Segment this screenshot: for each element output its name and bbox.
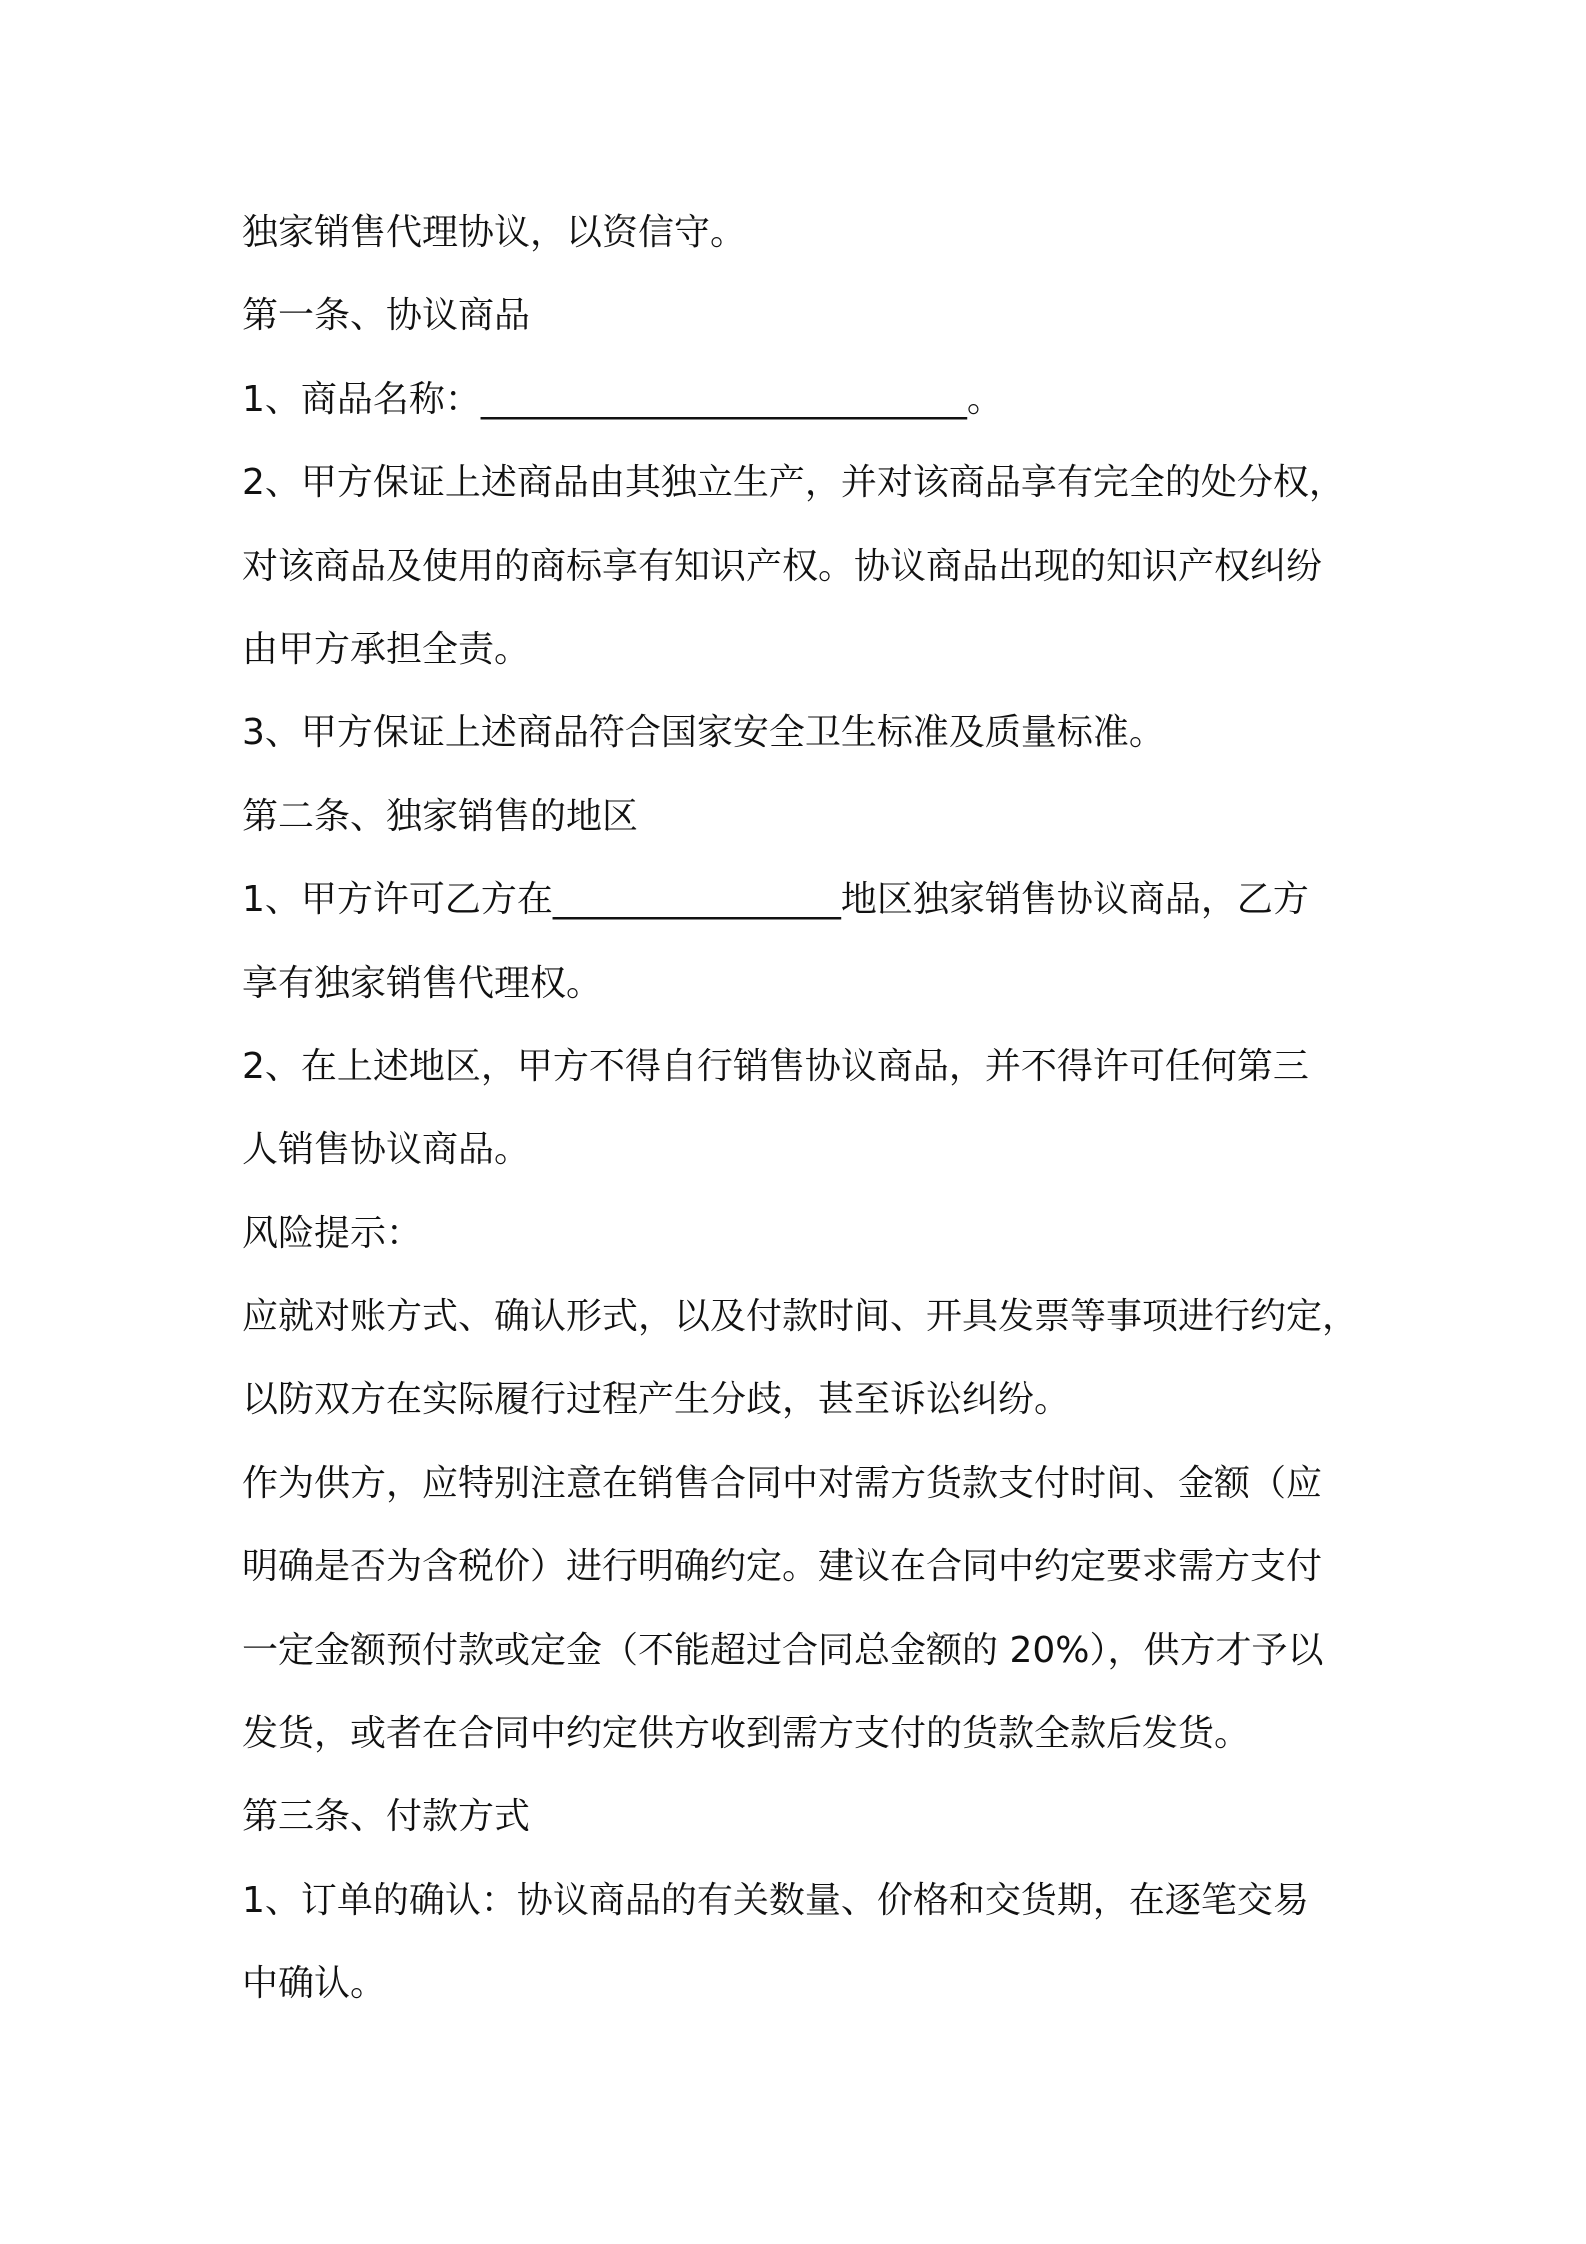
text-line: 作为供方，应特别注意在销售合同中对需方货款支付时间、金额（应 bbox=[242, 1462, 1323, 1504]
text-line: 发货，或者在合同中约定供方收到需方支付的货款全款后发货。 bbox=[242, 1713, 1251, 1755]
text-line: 中确认。 bbox=[242, 1963, 387, 2005]
section-heading: 第一条、协议商品 bbox=[242, 295, 531, 337]
text-line: 由甲方承担全责。 bbox=[242, 628, 531, 670]
text-line: 对该商品及使用的商标享有知识产权。协议商品出现的知识产权纠纷 bbox=[242, 545, 1323, 587]
text-line: 1、订单的确认：协议商品的有关数量、价格和交货期，在逐笔交易 bbox=[242, 1879, 1309, 1921]
text-line: 1、甲方许可乙方在________________地区独家销售协议商品，乙方 bbox=[242, 879, 1309, 921]
risk-heading: 风险提示： bbox=[242, 1212, 423, 1254]
text-line: 2、在上述地区，甲方不得自行销售协议商品，并不得许可任何第三 bbox=[242, 1045, 1309, 1087]
text-line: 应就对账方式、确认形式，以及付款时间、开具发票等事项进行约定， bbox=[242, 1296, 1359, 1338]
section-heading: 第二条、独家销售的地区 bbox=[242, 795, 639, 837]
text-line: 独家销售代理协议，以资信守。 bbox=[242, 212, 747, 253]
text-line: 明确是否为含税价）进行明确约定。建议在合同中约定要求需方支付 bbox=[242, 1546, 1323, 1588]
text-line: 人销售协议商品。 bbox=[242, 1129, 531, 1171]
text-line: 3、甲方保证上述商品符合国家安全卫生标准及质量标准。 bbox=[242, 712, 1165, 754]
text-line: 2、甲方保证上述商品由其独立生产，并对该商品享有完全的处分权， bbox=[242, 462, 1345, 504]
text-line: 1、商品名称：___________________________。 bbox=[242, 378, 1003, 420]
document-body bbox=[242, 198, 1372, 2033]
section-heading: 第三条、付款方式 bbox=[242, 1796, 531, 1838]
text-line: 享有独家销售代理权。 bbox=[242, 962, 603, 1004]
text-line: 以防双方在实际履行过程产生分歧，甚至诉讼纠纷。 bbox=[242, 1379, 1071, 1421]
text-line: 一定金额预付款或定金（不能超过合同总金额的 20%），供方才予以 bbox=[242, 1629, 1324, 1671]
